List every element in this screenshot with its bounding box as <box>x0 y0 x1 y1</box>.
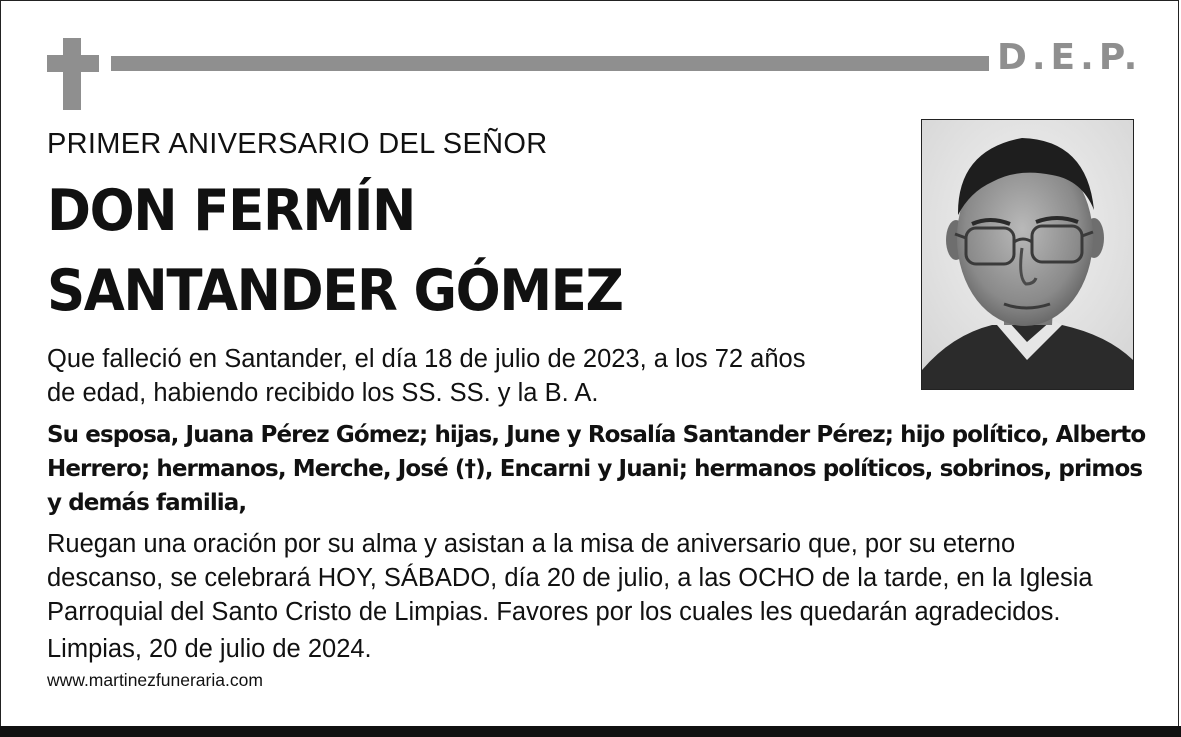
bottom-border <box>0 726 1181 737</box>
deceased-name-line-2: SANTANDER GÓMEZ <box>47 258 623 324</box>
death-notice-line: de edad, habiendo recibido los SS. SS. y la B. A. <box>47 379 599 407</box>
family-line: Herrero; hermanos, Merche, José (†), Encarni y Juani; hermanos políticos, sobrinos, primos <box>47 456 1143 482</box>
family-line: y demás familia, <box>47 490 247 516</box>
header-rule <box>111 56 989 71</box>
portrait-photo <box>921 119 1134 390</box>
dep-label: D.E.P. <box>997 37 1143 78</box>
family-list <box>47 418 1146 520</box>
cross-icon <box>47 38 99 110</box>
request-line: Ruegan una oración por su alma y asistan a la misa de aniversario que, por su eterno <box>47 530 1016 558</box>
subtitle: PRIMER ANIVERSARIO DEL SEÑOR <box>47 128 548 160</box>
place-date: Limpias, 20 de julio de 2024. <box>47 635 372 663</box>
death-notice <box>47 342 867 410</box>
deceased-name-line-1: DON FERMÍN <box>47 178 416 244</box>
website-link[interactable]: www.martinezfuneraria.com <box>47 670 263 690</box>
request-line: descanso, se celebrará HOY, SÁBADO, día 20 de julio, a las OCHO de la tarde, en la Iglesia <box>47 564 1093 592</box>
mass-request <box>47 527 1147 629</box>
death-notice-line: Que falleció en Santander, el día 18 de julio de 2023, a los 72 años <box>47 345 806 373</box>
request-line: Parroquial del Santo Cristo de Limpias. Favores por los cuales les quedarán agradecidos. <box>47 598 1061 626</box>
family-line: Su esposa, Juana Pérez Gómez; hijas, June y Rosalía Santander Pérez; hijo político, Alberto <box>47 422 1146 448</box>
